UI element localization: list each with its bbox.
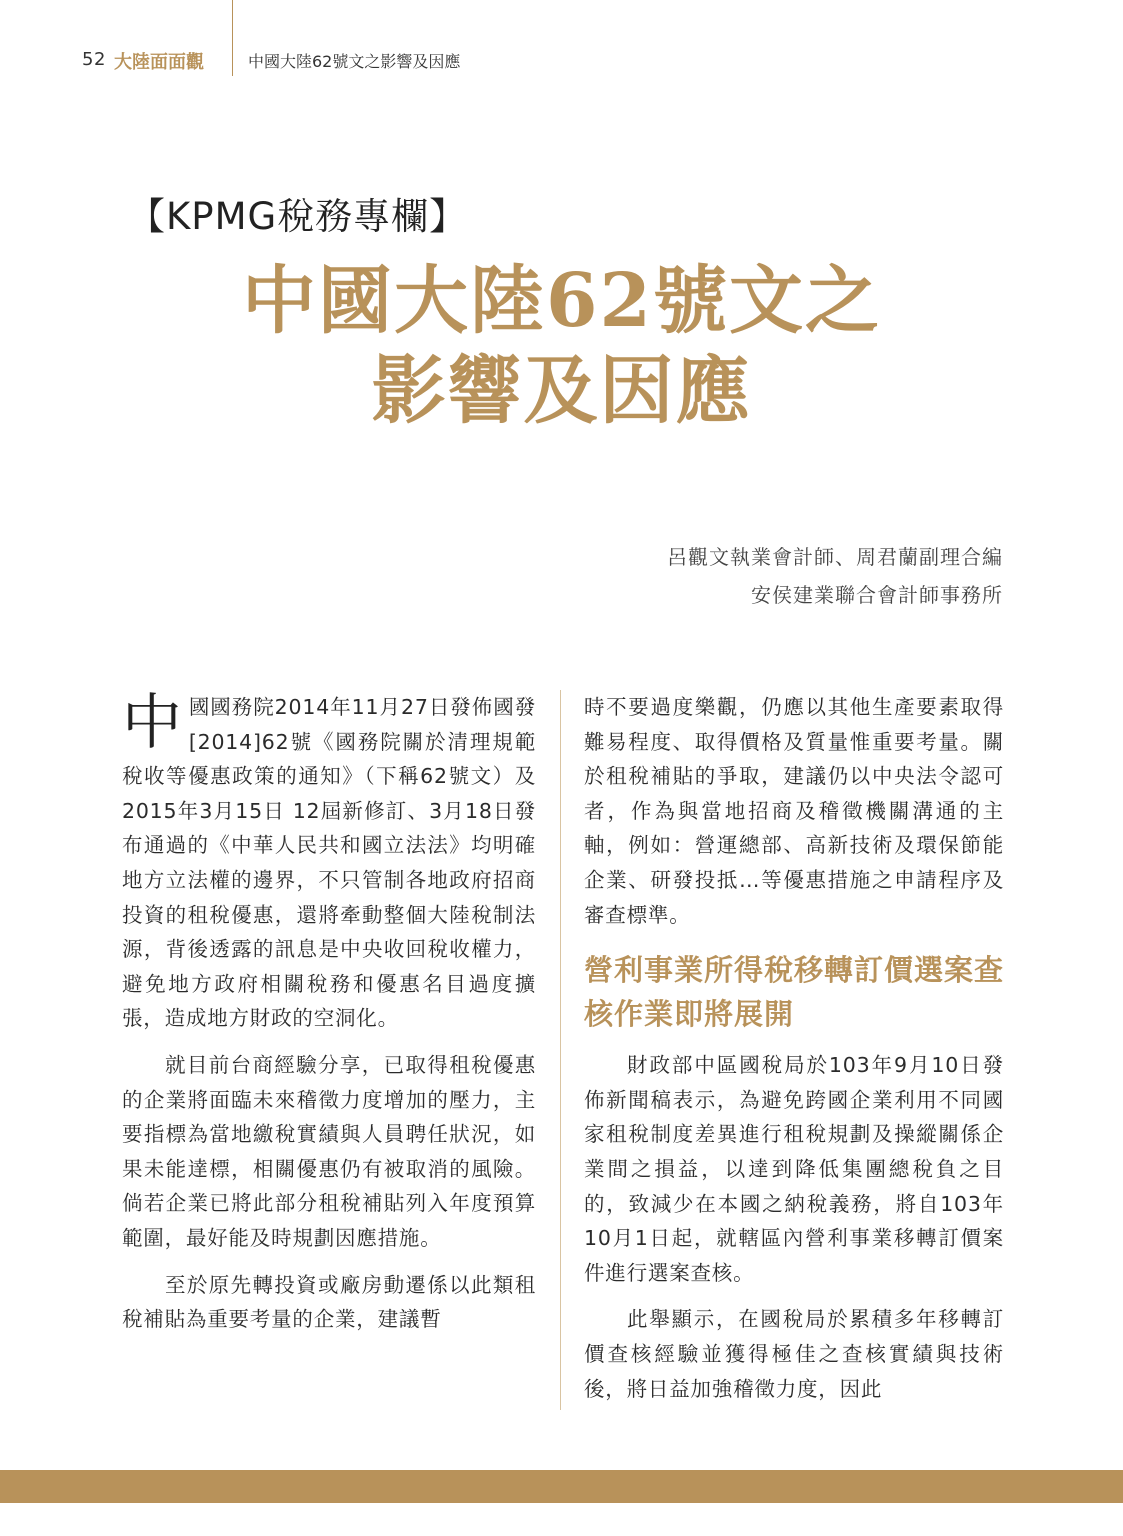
section-heading: 營利事業所得稅移轉訂價選案查核作業即將展開 (584, 953, 1005, 1032)
drop-cap: 中 (122, 688, 183, 758)
running-title: 中國大陸62號文之影響及因應 (248, 52, 461, 71)
paragraph-1 (122, 690, 536, 1036)
page-number: 52 (82, 49, 106, 70)
byline-authors: 呂觀文執業會計師、周君蘭副理合編 (667, 545, 1003, 569)
left-column (122, 690, 536, 1337)
paragraph-3: 至於原先轉投資或廠房動遷係以此類租稅補貼為重要考量的企業，建議暫 (122, 1272, 536, 1332)
byline (667, 538, 1003, 614)
paragraph-1-text: 國國務院2014年11月27日發佈國發[2014]62號《國務院關於清理規範稅收等優惠政策的通知》（下稱62號文）及2015年3月15日 12屆新修訂、3月18日發布通過的《中華人民共和國立法法》均明確地方立法權的邊界，不只管制各地政府招商投資的租稅優惠，還將牽動整個大陸稅制法源，背後透露的訊息是中央收回稅收權力，避免地方政府相關稅務和優惠名目過度擴張，造成地方財政的空洞化。 (122, 695, 536, 1031)
paragraph-5: 財政部中區國稅局於103年9月10日發佈新聞稿表示，為避免跨國企業利用不同國家租稅制度差異進行租稅規劃及操縱關係企業間之損益，以達到降低集團總稅負之目的，致減少在本國之納稅義務，將自103年10月1日起，就轄區內營利事業移轉訂價案件進行選案查核。 (584, 1053, 1004, 1285)
article-title-line-2: 影響及因應 (371, 348, 752, 434)
column-divider (560, 690, 561, 1410)
column-tag: 【KPMG稅務專欄】 (128, 195, 468, 238)
footer-bar (0, 1470, 1123, 1503)
header-divider (232, 0, 233, 76)
page-header (0, 0, 1123, 80)
right-column (584, 690, 1004, 1406)
paragraph-2: 就目前台商經驗分享，已取得租稅優惠的企業將面臨未來稽徵力度增加的壓力，主要指標為當地繳稅實績與人員聘任狀況，如果未能達標，相關優惠仍有被取消的風險。倘若企業已將此部分租稅補貼列入年度預算範圍，最好能及時規劃因應措施。 (122, 1052, 536, 1250)
section-name: 大陸面面觀 (114, 52, 204, 73)
paragraph-6: 此舉顯示，在國稅局於累積多年移轉訂價查核經驗並獲得極佳之查核實績與技術後，將日益加強稽徵力度，因此 (584, 1307, 1004, 1401)
article-title (0, 256, 1123, 436)
paragraph-4: 時不要過度樂觀，仍應以其他生產要素取得難易程度、取得價格及質量惟重要考量。關於租稅補貼的爭取，建議仍以中央法令認可者，作為與當地招商及稽徵機關溝通的主軸，例如：營運總部、高新技術及環保節能企業、研發投抵…等優惠措施之申請程序及審查標準。 (584, 695, 1004, 927)
article-title-line-1: 中國大陸62號文之 (242, 258, 881, 344)
byline-firm: 安侯建業聯合會計師事務所 (751, 583, 1003, 607)
